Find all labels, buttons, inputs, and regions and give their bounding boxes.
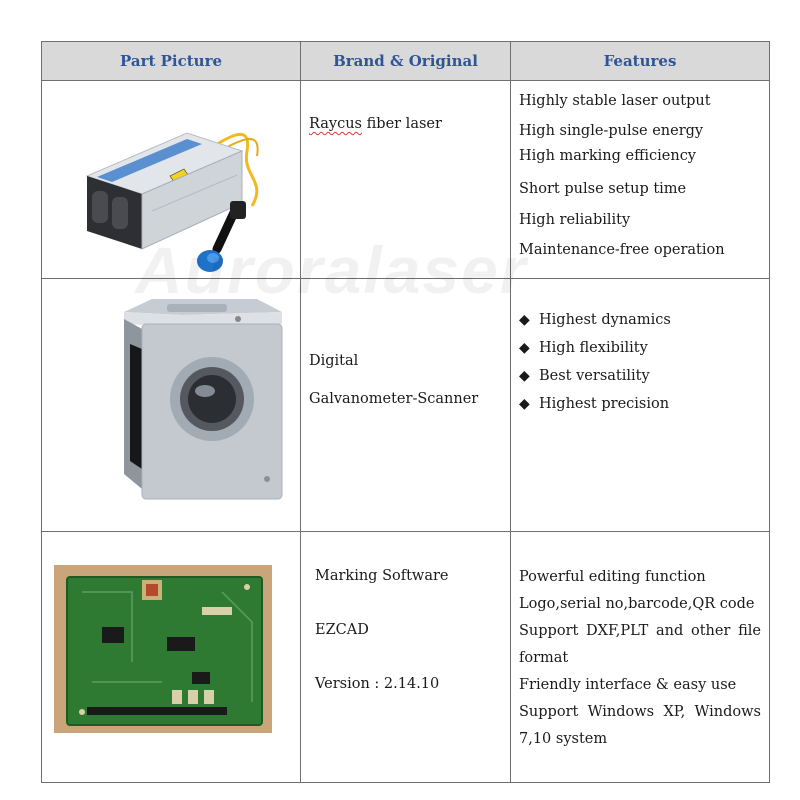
diamond-bullet-icon: ◆: [519, 396, 530, 412]
feature-item: Support Windows XP, Windows 7,10 system: [519, 704, 761, 747]
brand-line: Digital: [309, 353, 359, 369]
fiber-laser-source-image: [42, 81, 300, 274]
feature-item: High reliability: [519, 212, 631, 228]
brand-line: Marking Software: [315, 568, 449, 584]
galvanometer-scanner-image: [42, 279, 300, 527]
table-header-row: [42, 42, 770, 81]
brand-product: fiber laser: [362, 116, 442, 132]
brand-cell: [301, 81, 511, 279]
feature-item: Logo,serial no,barcode,QR code: [519, 596, 755, 612]
feature-item: Short pulse setup time: [519, 181, 687, 197]
brand-cell: [301, 532, 511, 783]
brand-line: EZCAD: [315, 622, 369, 638]
features-cell: [511, 81, 770, 279]
feature-bullet-item: [511, 310, 769, 330]
diamond-bullet-icon: ◆: [519, 312, 530, 328]
feature-text: Highest precision: [539, 396, 670, 412]
features-cell: [511, 532, 770, 783]
brand-line: Galvanometer-Scanner: [309, 391, 479, 407]
header-brand-original: Brand & Original: [301, 42, 511, 81]
feature-item: Powerful editing function: [519, 569, 706, 585]
control-board-image: [42, 532, 300, 778]
table-row: [42, 532, 770, 783]
feature-item: Maintenance-free operation: [519, 242, 725, 258]
feature-text: Best versatility: [539, 368, 650, 384]
feature-item: Friendly interface & easy use: [519, 677, 737, 693]
table-row: [42, 279, 770, 532]
brand-line: Version : 2.14.10: [315, 676, 440, 692]
feature-item: High marking efficiency: [519, 148, 697, 164]
feature-text: High flexibility: [539, 340, 648, 356]
diamond-bullet-icon: ◆: [519, 368, 530, 384]
brand-cell: [301, 279, 511, 532]
part-picture-cell: [42, 279, 301, 532]
table-row: [42, 81, 770, 279]
spec-table: [41, 41, 770, 783]
part-picture-cell: [42, 81, 301, 279]
feature-item: Support DXF,PLT and other file format: [519, 623, 761, 666]
watermark: Auroralaser: [135, 233, 528, 307]
feature-bullet-item: [511, 338, 769, 358]
part-picture-cell: [42, 532, 301, 783]
header-part-picture: Part Picture: [42, 42, 301, 81]
diamond-bullet-icon: ◆: [519, 340, 530, 356]
feature-bullet-item: [511, 394, 769, 414]
feature-text: Highest dynamics: [539, 312, 671, 328]
feature-item: Highly stable laser output: [519, 93, 711, 109]
brand-name: Raycus: [309, 116, 362, 132]
feature-item: High single-pulse energy: [519, 123, 704, 139]
features-cell: [511, 279, 770, 532]
feature-bullet-item: [511, 366, 769, 386]
header-features: Features: [511, 42, 770, 81]
